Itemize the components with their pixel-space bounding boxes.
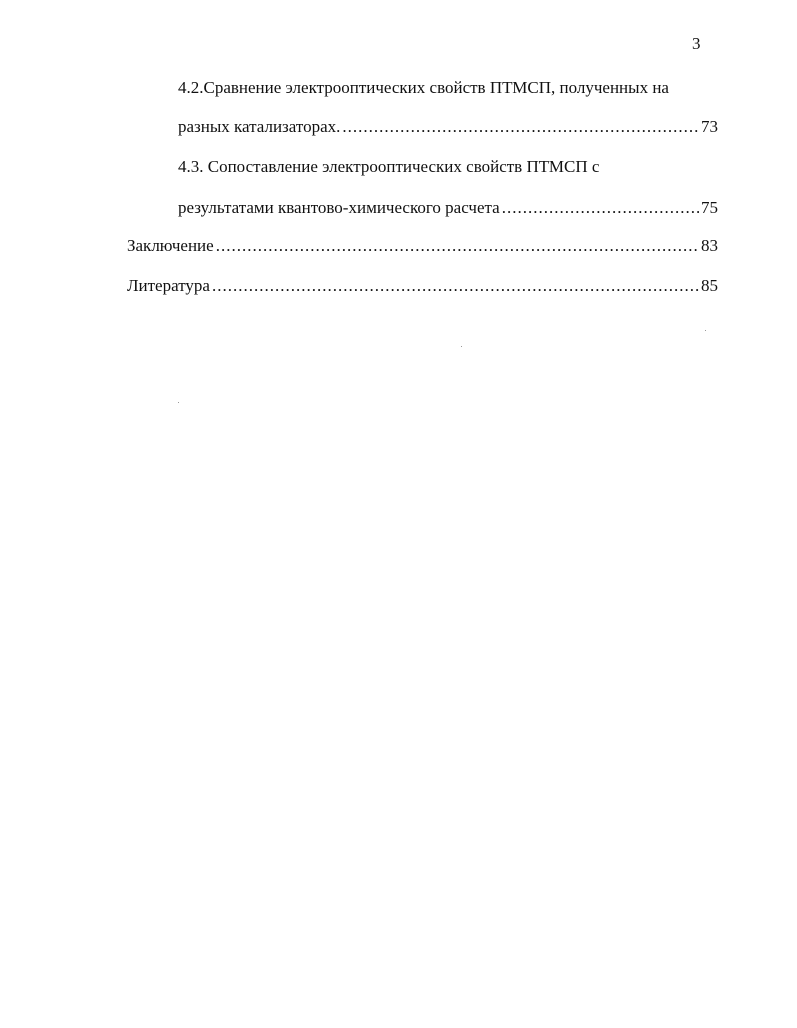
toc-literature-page: 85 (701, 276, 718, 295)
toc-literature (127, 276, 718, 296)
toc-literature-title: Литература (127, 276, 210, 295)
toc-leader-dots (502, 198, 699, 218)
scan-speck (178, 402, 179, 403)
toc-item-4-2-line1: 4.2.Сравнение электрооптических свойств ПТМСП, полученных на (178, 78, 669, 97)
toc-item-4-2-line2 (178, 117, 718, 137)
toc-item-4-3-line2 (178, 198, 718, 218)
toc-leader-dots (342, 117, 699, 137)
scan-speck (705, 330, 706, 331)
toc-conclusion (127, 236, 718, 256)
toc-leader-dots (216, 236, 699, 256)
toc-conclusion-title: Заключение (127, 236, 214, 255)
page-number: 3 (692, 34, 701, 53)
toc-item-4-3-line1: 4.3. Сопоставление электрооптических свойств ПТМСП с (178, 157, 600, 176)
scan-speck (461, 346, 462, 347)
toc-item-4-2-title: разных катализаторах. (178, 117, 341, 136)
toc-leader-dots (212, 276, 699, 296)
toc-item-4-3-title: результатами квантово-химического расчета (178, 198, 500, 217)
toc-item-4-3-page: 75 (701, 198, 718, 217)
toc-item-4-2-page: 73 (701, 117, 718, 136)
toc-conclusion-page: 83 (701, 236, 718, 255)
